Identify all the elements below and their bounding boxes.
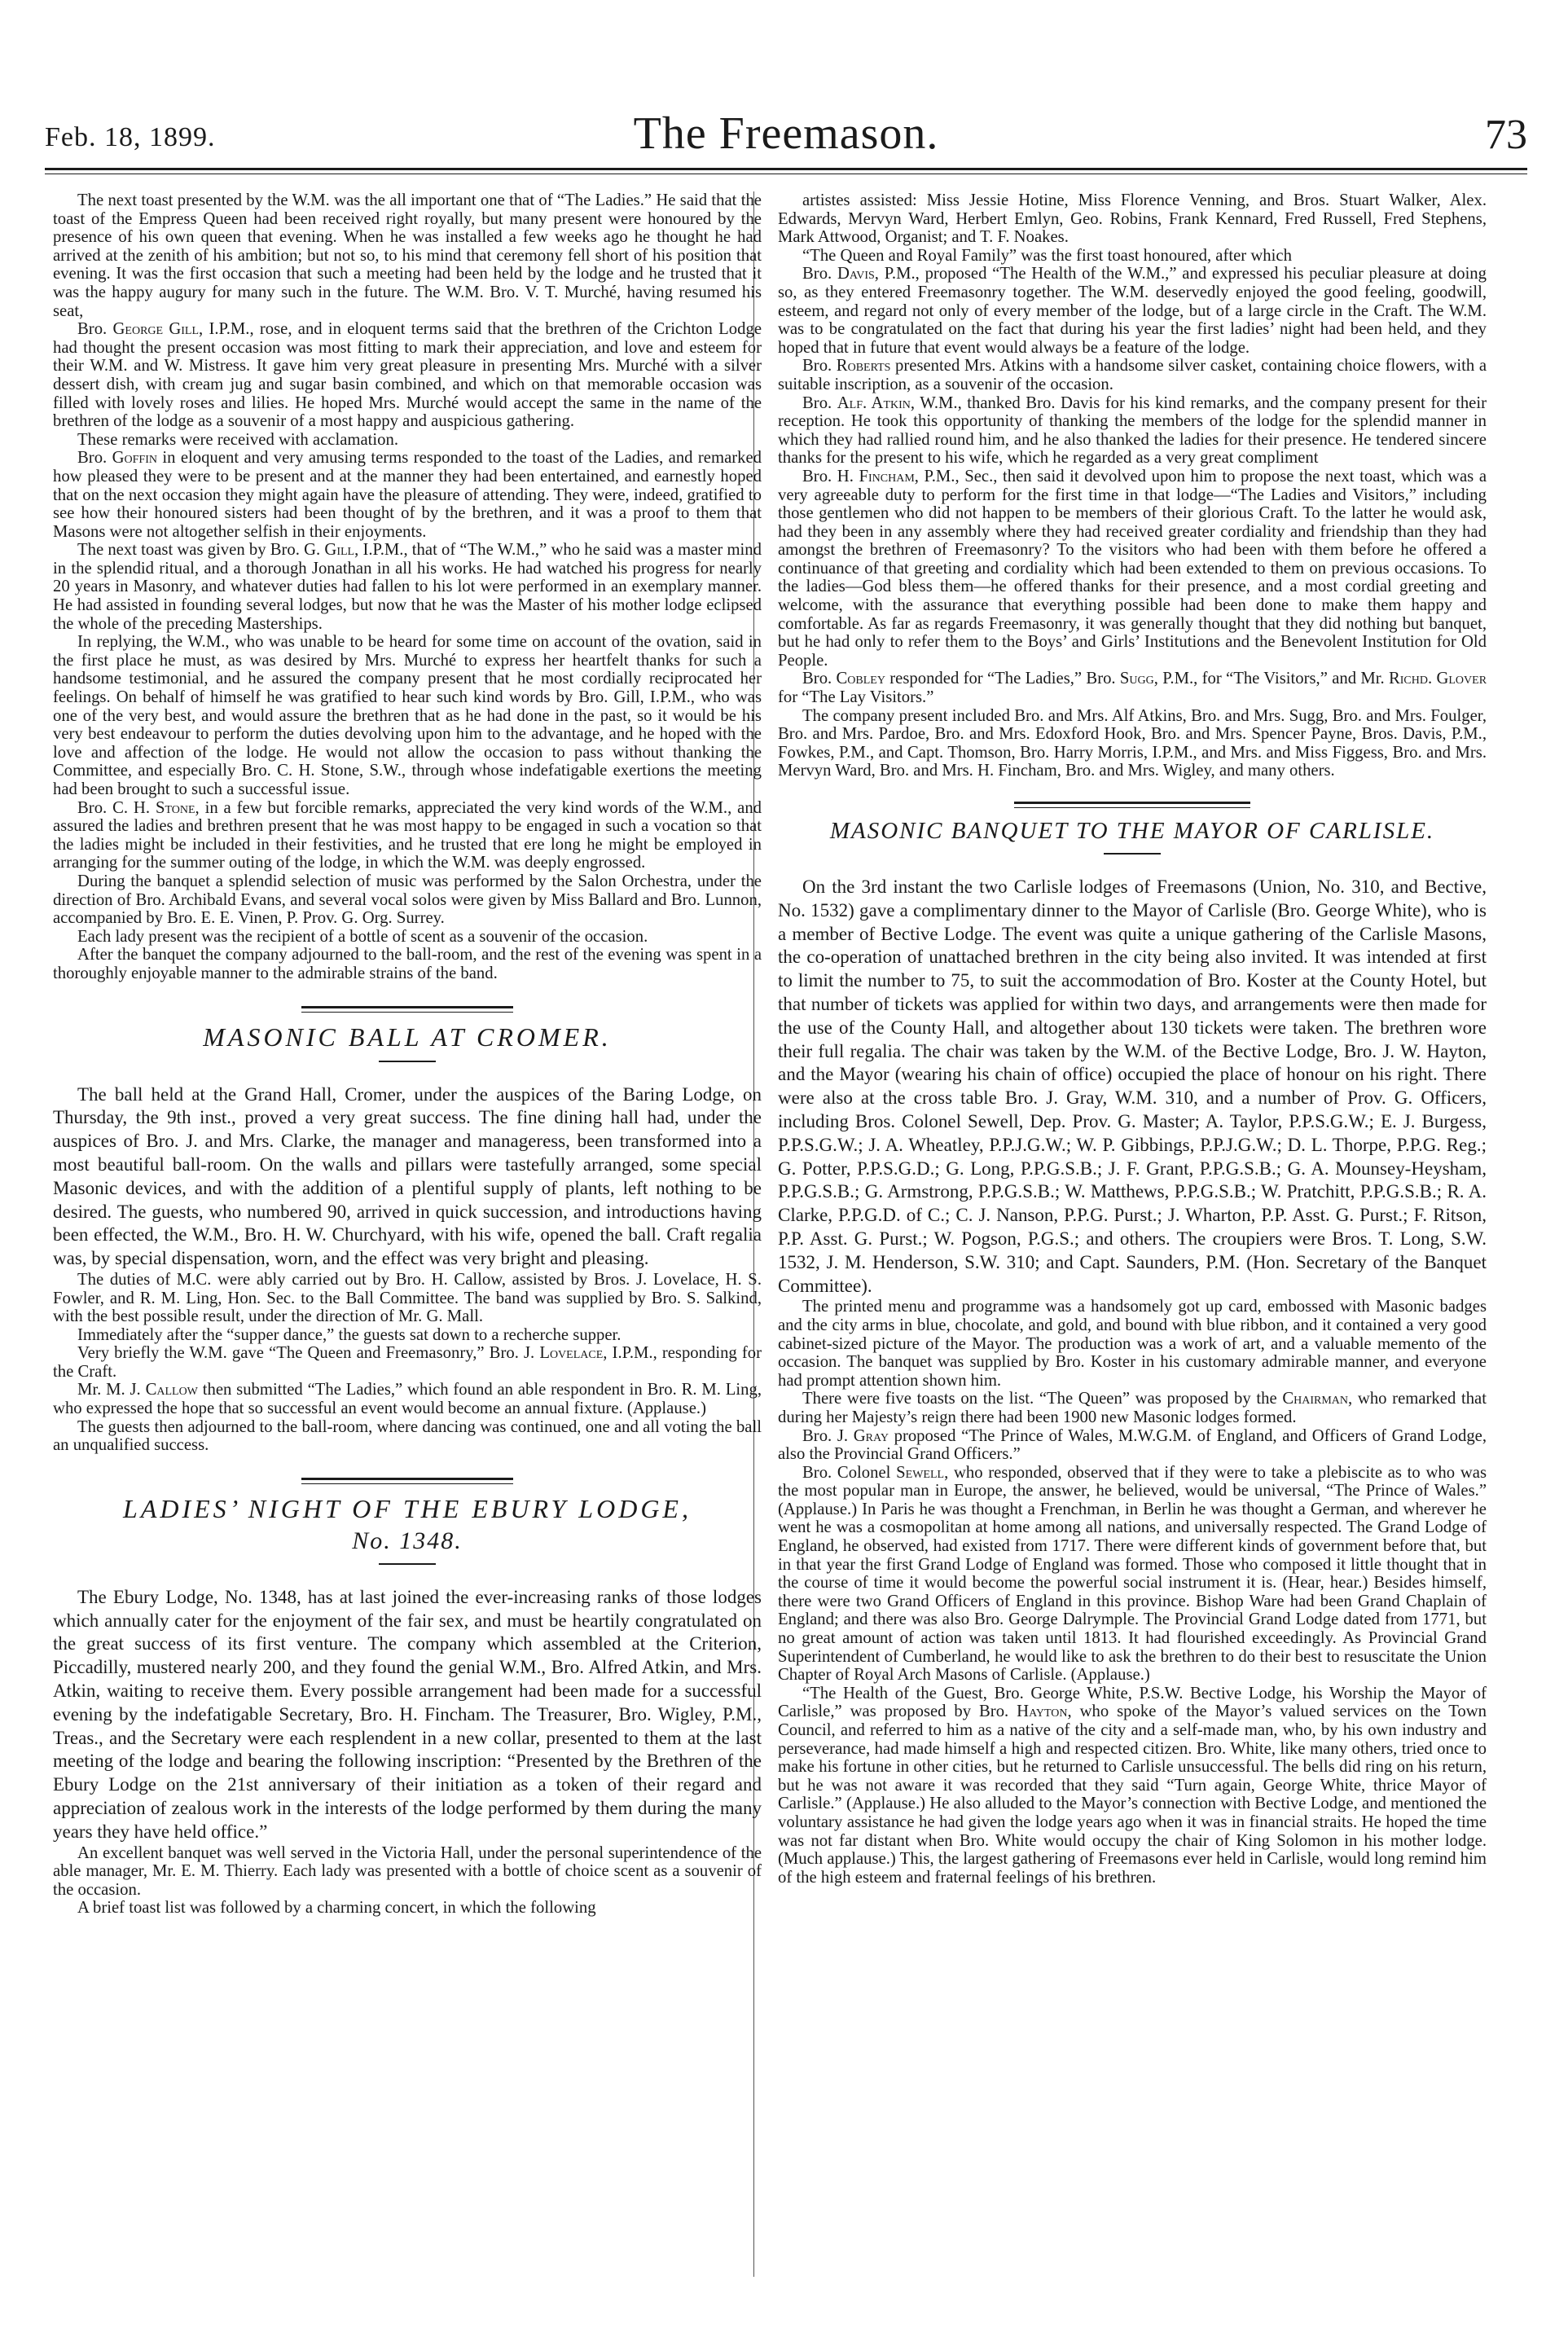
article-heading-carlisle: MASONIC BANQUET TO THE MAYOR OF CARLISLE. [829, 818, 1435, 844]
paragraph: There were five toasts on the list. “The Queen” was proposed by the Chairman, who remarked that during her Majesty’s reign there had been 1900 new Masonic lodges formed. [778, 1390, 1487, 1426]
paragraph: The Ebury Lodge, No. 1348, has at last joined the ever-increasing ranks of those lodges which annually cater for the enjoyment of the fair sex, and must be heartily congratulated on the great success of its first venture. The company which assembled at the Criterion, Piccadilly, mustered nearly 200, and they found the genial W.M., Bro. Alfred Atkin, and Mrs. Atkin, waiting to receive them. Every possible arrangement had been made for a successful evening by the indefatigable Secretary, Bro. H. Fincham. The Treasurer, Bro. Wigley, P.M., Treas., and the Secretary were each resplendent in a new collar, presented to them at the last meeting of the lodge and bearing the following inscription: “Presented by the Brethren of the Ebury Lodge on the 21st anniversary of their initiation as a token of their regard and appreciation of zealous work in the interests of the lodge performed by them during the many years they have held office.” [53, 1586, 762, 1842]
paragraph: Immediately after the “supper dance,” the guests sat down to a recherche supper. [77, 1325, 621, 1344]
page-number: 73 [1485, 112, 1527, 158]
paragraph: These remarks were received with acclamation. [77, 430, 399, 449]
paragraph: Each lady present was the recipient of a bottle of scent as a souvenir of the occasion. [77, 927, 648, 946]
paragraph: Bro. H. Fincham, P.M., Sec., then said it devolved upon him to propose the next toast, which was a very agreeable duty to perform for the first time in that lodge—“The Ladies and Visitors,” including those gentlemen who did not happen to be members of their glorious Craft. To the latter he would ask, had they been in any assembly where they had received greater cordiality and friendship than they had amongst the brethren of Freemasonry? To the visitors who had been with them before he offered a continuance of that greeting and cordiality which had been extended to them on previous occasions. To the ladies—God bless them—he offered thanks for their presence, and a most cordial greeting and welcome, with the assurance that everything possible had been done to make them happy and comfortable. As far as regards Freemasonry, it was generally thought that they did nothing but banquet, but he had only to refer them to the Boys’ and Girls’ Institutions and the Benevolent Institution for Old People. [778, 467, 1487, 670]
paragraph: The guests then adjourned to the ball-room, where dancing was continued, one and all voting the ball an unqualified success. [53, 1417, 762, 1455]
paragraph: During the banquet a splendid selection of music was performed by the Salon Orchestra, under the direction of Bro. Archibald Evans, and several vocal solos were given by Miss Ballard and Bro. Lunnon, accompanied by Bro. E. E. Vinen, P. Prov. G. Org. Surrey. [53, 872, 762, 928]
paragraph: An excellent banquet was well served in the Victoria Hall, under the personal superintendence of the able manager, Mr. E. M. Thierry. Each lady was presented with a bottle of choice scent as a souvenir of the occasion. [53, 1843, 762, 1899]
paragraph: Very briefly the W.M. gave “The Queen and Freemasonry,” Bro. J. Lovelace, I.P.M., responding for the Craft. [53, 1344, 762, 1381]
paragraph: Mr. M. J. Callow then submitted “The Ladies,” which found an able respondent in Bro. R. M. Ling, who expressed the hope that so successful an event would become an annual fixture. (Applause.) [53, 1381, 762, 1418]
article-subheading-ebury: No. 1348. [352, 1527, 463, 1554]
right-column [778, 191, 1487, 2277]
section-separator [301, 1478, 513, 1484]
paragraph: artistes assisted: Miss Jessie Hotine, Miss Florence Venning, and Bros. Stuart Walker, Alex. Edwards, Mervyn Ward, Herbert Emlyn, Geo. Robins, Frank Kennard, Fred Russell, Fred Stephens, Mark Attwood, Organist; and T. F. Noakes. [778, 191, 1487, 247]
paragraph: The duties of M.C. were ably carried out by Bro. H. Callow, assisted by Bros. J. Lovelace, H. S. Fowler, and R. M. Ling, Hon. Sec. to the Ball Committee. The band was supplied by Bro. S. Salkind, with the best possible result, under the direction of Mr. G. Mall. [53, 1270, 762, 1326]
paragraph: On the 3rd instant the two Carlisle lodges of Freemasons (Union, No. 310, and Bective, No. 1532) gave a complimentary dinner to the Mayor of Carlisle (Bro. George White), who is a member of Bective Lodge. The event was quite a unique gathering of the Carlisle Masons, the co-operation of unattached brethren in the city being also invited. It was intended at first to limit the number to 75, to suit the accommodation of Bro. Koster at the County Hotel, but that number of tickets was applied for within two days, and arrangements were then made for the use of the County Hall, and altogether about 130 tickets were taken. The brethren wore their full regalia. The chair was taken by the W.M. of the Bective Lodge, Bro. J. W. Hayton, and the Mayor (wearing his chain of office) occupied the place of honour on his right. There were also at the cross table Bro. J. Gray, W.M. 310, and a number of Prov. G. Officers, including Bros. Colonel Sewell, Dep. Prov. G. Master; A. Taylor, P.P.S.G.W.; E. J. Burgess, P.P.S.G.W.; J. A. Wheatley, P.P.J.G.W.; W. P. Gibbings, P.P.J.G.W.; D. L. Thorpe, P.P.G. Reg.; G. Potter, P.P.S.G.D.; G. Long, P.P.G.S.B.; J. F. Grant, P.P.G.S.B.; G. A. Mounsey-Heysham, P.P.G.S.B.; G. Armstrong, P.P.G.S.B.; W. Matthews, P.P.G.S.B.; W. Pratchitt, P.P.G.S.B.; R. A. Clarke, P.P.G.D. of C.; C. J. Nanson, P.P.G. Purst.; J. Wharton, P.P. Asst. G. Purst.; F. Ritson, P.P. Asst. G. Purst.; W. Pogson, P.G.S.; and others. The croupiers were Bros. T. Long, S.W. 1532, J. M. Henderson, S.W. 310; and Capt. Saunders, P.M. (Hon. Secretary of the Banquet Committee). [778, 877, 1487, 1296]
section-separator [1014, 802, 1250, 808]
masthead-rule [45, 168, 1527, 170]
heading-rule [379, 1061, 436, 1062]
paragraph: Bro. Roberts presented Mrs. Atkins with a handsome silver casket, containing choice flowers, with a suitable inscription, as a souvenir of the occasion. [778, 357, 1487, 393]
paragraph: Bro. Cobley responded for “The Ladies,” Bro. Sugg, P.M., for “The Visitors,” and Mr. Richd. Glover for “The Lay Visitors.” [778, 670, 1487, 707]
paragraph: “The Health of the Guest, Bro. George White, P.S.W. Bective Lodge, his Worship the Mayor of Carlisle,” was proposed by Bro. Hayton, who spoke of the Mayor’s valued services on the Town Council, and referred to him as a native of the city and a self-made man, who, by his own industry and perseverance, had made himself a high and respected citizen. Bro. White, like many others, tried once to make his fortune in other cities, but he returned to Carlisle unsuccessful. The bells did ring on his return, but he was not aware it was recorded that they said “Turn again, George White, thrice Mayor of Carlisle.” (Applause.) He also alluded to the Mayor’s connection with Bective Lodge, and mentioned the voluntary assistance he had given the lodge years ago when it was in financial straits. He hoped the time was not far distant when Bro. White would occupy the chair of King Solomon in his mother lodge. (Much applause.) This, the largest gathering of Freemasons ever held in Carlisle, would long remind him of the high esteem and fraternal feelings of his brethren. [778, 1684, 1487, 1887]
paragraph: Bro. George Gill, I.P.M., rose, and in eloquent terms said that the brethren of the Crichton Lodge had thought the present occasion was most fitting to mark their appreciation, and love and esteem for their W.M. and W. Mistress. It gave him very great pleasure in presenting Mrs. Murché with a silver dessert dish, with cream jug and sugar basin combined, and which on that memorable occasion was filled with lovely roses and lilies. He hoped Mrs. Murché would accept the same in the name of the brethren of the lodge as a souvenir of a most happy and auspicious gathering. [53, 320, 762, 431]
issue-date: Feb. 18, 1899. [45, 122, 216, 152]
paragraph: The printed menu and programme was a handsomely got up card, embossed with Masonic badges and the city arms in blue, chocolate, and gold, and bound with blue ribbon, and it contained a very good cabinet-sized picture of the Mayor. The production was a work of art, and a valuable memento of the occasion. The banquet was supplied by Bro. Koster in his customary admirable manner, and everyone had prompt attention shown him. [778, 1298, 1487, 1390]
paragraph: Bro. Colonel Sewell, who responded, observed that if they were to take a plebiscite as to who was the most popular man in Europe, the answer, he believed, would be universal, “The Prince of Wales.” (Applause.) In Paris he was thought a Frenchman, in Berlin he was thought a German, and wherever he went he was a cosmopolitan at home among all nations, and universally respected. The Grand Lodge of England, he observed, had existed from 1717. There were different kinds of government before that, but in that year the first Grand Lodge of England was formed. Those who composed it little thought that in the course of time it would become the powerful social instrument it is. (Hear, hear.) Besides himself, there were two Grand Officers of England in this province. Bishop Ware had been Grand Chaplain of England; and there was also Bro. George Dalrymple. The Provincial Grand Lodge dated from 1771, but no great amount of action was taken until 1813. It had flourished exceedingly. As Provincial Grand Superintendent of Cumberland, he would like to ask the brethren to do their best to resuscitate the Union Chapter of Royal Arch Masons of Carlisle. (Applause.) [778, 1463, 1487, 1685]
paragraph: The ball held at the Grand Hall, Cromer, under the auspices of the Baring Lodge, on Thursday, the 9th inst., proved a very great success. The fine dining hall had, under the auspices of Bro. J. and Mrs. Clarke, the manager and manageress, been transformed into a most beautiful ball-room. On the walls and pillars were tastefully arranged, some special Masonic devices, and with the addition of a plentiful supply of plants, left nothing to be desired. The guests, who numbered 90, arrived in quick succession, and introductions having been effected, the W.M., Bro. H. W. Churchyard, with his wife, opened the ball. Craft regalia was, by special dispensation, worn, and the effect was very bright and pleasing. [53, 1083, 762, 1269]
paragraph: In replying, the W.M., who was unable to be heard for some time on account of the ovation, said in the first place he must, as was desired by Mrs. Murché to express her heartfelt thanks for such a handsome testimonial, and he assured the company present that he most cordially reciprocated her feelings. On behalf of himself he was gratified to hear such kind words by Bro. Gill, I.P.M., who was one of the very best, and would assure the brethren that as he had done in the past, so it would be his very best endeavour to perform the duties devolving upon him to the advantage, and he hoped with the love and affection of the lodge. He would not allow the occasion to pass without thanking the Committee, and especially Bro. C. H. Stone, S.W., through whose indefatigable exertions the meeting had been brought to such a successful issue. [53, 633, 762, 798]
paragraph: Bro. Alf. Atkin, W.M., thanked Bro. Davis for his kind remarks, and the company present for their reception. He took this opportunity of thanking the members of the lodge for the splendid manner in which they had rallied round him, and he also thanked the ladies for their presence. He tendered sincere thanks for the present to his wife, which he regarded as a very great compliment [778, 393, 1487, 468]
paragraph: Bro. J. Gray proposed “The Prince of Wales, M.W.G.M. of England, and Officers of Grand Lodge, also the Provincial Grand Officers.” [778, 1426, 1487, 1464]
paragraph: A brief toast list was followed by a charming concert, in which the following [77, 1899, 596, 1918]
paragraph: The company present included Bro. and Mrs. Alf Atkins, Bro. and Mrs. Sugg, Bro. and Mrs. Foulger, Bro. and Mrs. Pardoe, Bro. and Mrs. Edoxford Hook, Bro. and Mrs. Spencer Payne, Bros. Davis, P.M., Fowkes, P.M., and Capt. Thomson, Bro. Harry Morris, I.P.M., and Mrs. and Miss Figgess, Bro. and Mrs. Mervyn Ward, Bro. and Mrs. H. Fincham, Bro. and Mrs. Wigley, and many others. [778, 706, 1487, 780]
paragraph: The next toast was given by Bro. G. Gill, I.P.M., that of “The W.M.,” who he said was a master mind in the splendid ritual, and a thorough Jonathan in all his works. He had watched his progress for nearly 20 years in Masonry, and whatever duties had fallen to his lot were performed in an exemplary manner. He had assisted in founding several lodges, but now that he was the Master of his mother lodge eclipsed the whole of the preceding Masterships. [53, 541, 762, 633]
paragraph: Bro. Goffin in eloquent and very amusing terms responded to the toast of the Ladies, and remarked how pleased they were to be present and at the manner they had been entertained, and earnestly hoped that on the next occasion they might again have the pleasure of attending. They were, indeed, gratified to see how their honoured sisters had been thought of by the brethren, and it was a proof to them that Masons were not altogether selfish in their enjoyments. [53, 449, 762, 541]
heading-rule [379, 1563, 436, 1565]
paragraph: Bro. Davis, P.M., proposed “The Health of the W.M.,” and expressed his peculiar pleasure at doing so, as they entered Freemasonry together. The W.M. deservedly enjoyed the good feeling, goodwill, esteem, and regard not only of every member of the lodge, but of a large circle in the Craft. The W.M. was to be congratulated on the fact that during his year the first ladies’ night had been held, and they hoped that in future that event would always be a feature of the lodge. [778, 265, 1487, 357]
left-column [53, 191, 762, 2277]
article-heading-cromer: MASONIC BALL AT CROMER. [203, 1022, 612, 1052]
paragraph: “The Queen and Royal Family” was the first toast honoured, after which [802, 246, 1292, 265]
masthead [45, 108, 1527, 159]
heading-rule [1104, 853, 1161, 855]
section-separator [301, 1006, 513, 1013]
article-heading-ebury: LADIES’ NIGHT OF THE EBURY LODGE, [123, 1493, 692, 1523]
paragraph: After the banquet the company adjourned to the ball-room, and the rest of the evening was spent in a thoroughly enjoyable manner to the admirable strains of the band. [53, 946, 762, 982]
paragraph: Bro. C. H. Stone, in a few but forcible remarks, appreciated the very kind words of the W.M., and assured the ladies and brethren present that he was most happy to be engaged in such a vocation so that the ladies might be included in their festivities, and he trusted that ere long he might be employed in arranging for the summer outing of the lodge, in which the W.M. was deeply engrossed. [53, 798, 762, 872]
paragraph: The next toast presented by the W.M. was the all important one that of “The Ladies.” He said that the toast of the Empress Queen had been received right royally, but many present were honoured by the presence of his own queen that evening. When he was installed a few weeks ago he thought he had arrived at the zenith of his ambition; but not so, to his mind that ceremony fell short of his position that evening. It was the first occasion that such a meeting had been held by the lodge and he trusted that it was the happy augury for many such in the future. The W.M. Bro. V. T. Murché, having resumed his seat, [53, 191, 762, 320]
newspaper-title: The Freemason. [633, 108, 939, 159]
